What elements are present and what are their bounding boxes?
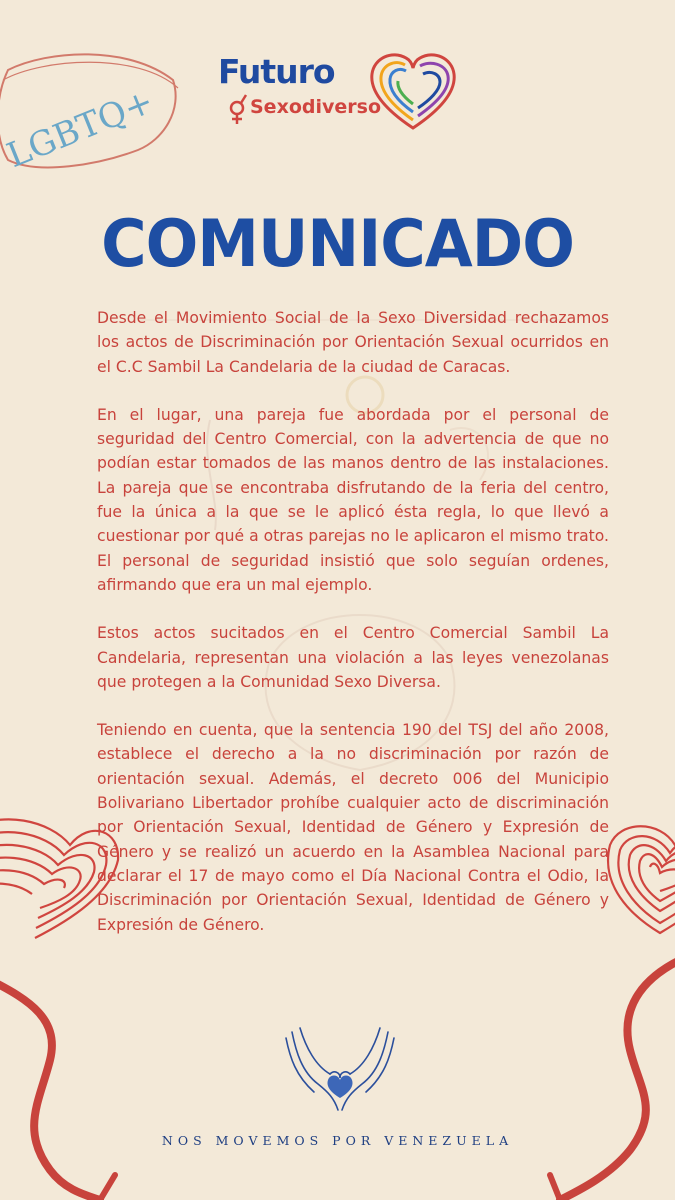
futuro-sexodiverso-logo (218, 48, 458, 138)
badge-text: LGBTQ+ (1, 81, 160, 177)
logo-secondary-text: Sexodiverso (250, 96, 381, 118)
ribbon-decoration (540, 950, 675, 1200)
logo-primary-text: Futuro (218, 52, 335, 91)
fingerprint-heart-icon (0, 810, 120, 940)
page-title: COMUNICADO (101, 205, 574, 282)
hands-heart-icon (278, 1022, 402, 1118)
fingerprint-heart-icon (590, 815, 675, 935)
footer-tagline: NOS MOVEMOS POR VENEZUELA (161, 1133, 514, 1148)
paragraph: En el lugar, una pareja fue abordada por el personal de seguridad del Centro Comercial, con la advertencia de que no podían estar tomados de las manos dentro de las instalaciones. La pareja que se encontraba disfrutando de la feria del centro, fue la única a la que se le aplicó ésta regla, lo que llevó a cuestionar por qué a otras parejas no le aplicaron el mismo trato. El personal de seguridad insistió que solo seguían ordenes, afirmando que era un mal ejemplo. (97, 405, 610, 594)
rainbow-heart-icon (368, 48, 458, 132)
statement-body (97, 306, 609, 961)
gender-symbol-icon (226, 92, 248, 126)
lgbtq-badge (0, 40, 188, 180)
paragraph: Estos actos sucitados en el Centro Comercial Sambil La Candelaria, representan una violación a las leyes venezolanas que protegen a la Comunidad Sexo Diversa. (97, 624, 609, 691)
paragraph: Teniendo en cuenta, que la sentencia 190 del TSJ del año 2008, establece el derecho a la no discriminación por razón de orientación sexual. Además, el decreto 006 del Municipio Bolivariano Libertador prohíbe cualquier acto de discriminación por Orientación Sexual, Identidad de Género y Expresión de Género y se realizó un acuerdo en la Asamblea Nacional para declarar el 17 de mayo como el Día Nacional Contra el Odio, la Discriminación por Orientación Sexual, Identidad de Género y Expresión de Género. (97, 721, 609, 934)
ribbon-decoration (0, 960, 130, 1200)
paragraph: Desde el Movimiento Social de la Sexo Diversidad rechazamos los actos de Discriminación por Orientación Sexual ocurridos en el C.C Sambil La Candelaria de la ciudad de Caracas. (97, 309, 609, 376)
